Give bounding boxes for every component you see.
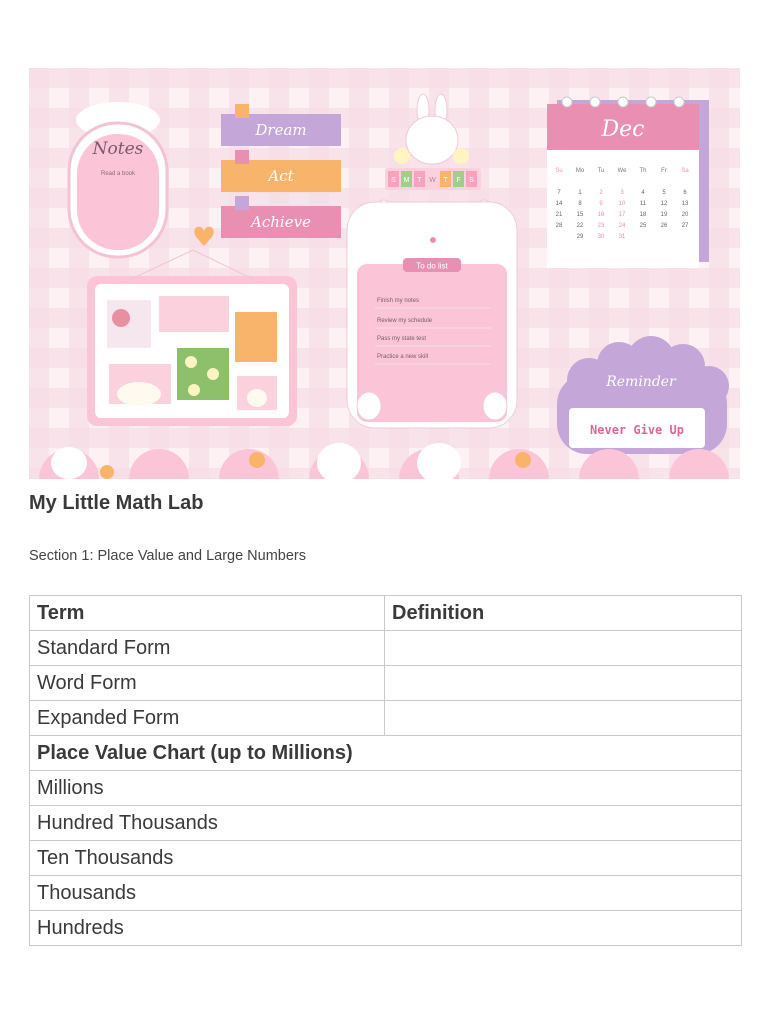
table-row (30, 771, 742, 806)
tag-achieve: Achieve (251, 213, 311, 231)
definition-cell[interactable] (385, 631, 742, 666)
calendar-date: 6 (683, 190, 687, 196)
calendar-date: 29 (576, 234, 584, 240)
table-row (30, 911, 742, 946)
header-term: Term (30, 596, 385, 631)
calendar-weekday: Su (555, 168, 563, 174)
calendar-date: 2 (599, 190, 603, 196)
todo-item: Review my schedule (377, 318, 433, 324)
reminder-text: Never Give Up (590, 423, 684, 437)
day-label: T (443, 177, 448, 184)
calendar-date: 25 (639, 223, 647, 229)
term-cell[interactable]: Expanded Form (30, 701, 385, 736)
notes-title: Notes (92, 139, 144, 159)
calendar-date: 31 (618, 234, 626, 240)
calendar-date: 11 (639, 201, 647, 207)
calendar-weekday: Th (639, 168, 647, 174)
calendar-date: 18 (639, 212, 647, 218)
definition-cell[interactable] (385, 666, 742, 701)
table-row (30, 631, 742, 666)
calendar-date: 3 (620, 190, 624, 196)
calendar-weekday: Fr (661, 168, 667, 174)
calendar-date: 9 (599, 201, 603, 207)
calendar-weekday: Mo (575, 168, 585, 174)
todo-item: Pass my state test (377, 336, 427, 342)
calendar-date: 4 (641, 190, 645, 196)
calendar-date: 27 (681, 223, 689, 229)
term-cell[interactable]: Word Form (30, 666, 385, 701)
reminder-title: Reminder (606, 374, 676, 390)
table-header-row (30, 596, 742, 631)
place-cell[interactable]: Ten Thousands (30, 841, 742, 876)
day-label: S (391, 177, 396, 184)
table-row (30, 701, 742, 736)
calendar-date: 23 (597, 223, 605, 229)
table-row (30, 666, 742, 701)
calendar-date: 13 (681, 201, 689, 207)
calendar-date: 7 (557, 190, 561, 196)
calendar-date: 8 (578, 201, 582, 207)
calendar-date: 28 (555, 223, 563, 229)
calendar-date: 19 (660, 212, 668, 218)
day-label: W (429, 177, 436, 184)
calendar-card (547, 97, 709, 268)
calendar-weekday: Tu (597, 168, 605, 174)
tag-dream: Dream (255, 121, 307, 139)
calendar-date: 21 (555, 212, 563, 218)
table-row (30, 841, 742, 876)
place-value-chart-heading[interactable]: Place Value Chart (up to Millions) (30, 736, 742, 771)
todo-card (347, 200, 517, 428)
notes-card (69, 102, 167, 257)
calendar-date: 12 (660, 201, 668, 207)
todo-title: To do list (416, 261, 448, 271)
todo-item: Finish my notes (377, 298, 420, 304)
calendar-date: 14 (555, 201, 563, 207)
table-row (30, 876, 742, 911)
calendar-date: 26 (660, 223, 668, 229)
todo-item: Practice a new skill (377, 354, 429, 360)
place-cell[interactable]: Thousands (30, 876, 742, 911)
day-label: S (469, 177, 474, 184)
calendar-date: 22 (576, 223, 584, 229)
definition-cell[interactable] (385, 701, 742, 736)
calendar-date: 20 (681, 212, 689, 218)
calendar-date: 30 (597, 234, 605, 240)
calendar-month: Dec (601, 117, 645, 142)
calendar-weekday: Sa (681, 168, 689, 174)
day-label: F (456, 177, 461, 184)
calendar-date: 5 (662, 190, 666, 196)
document-title: My Little Math Lab (29, 492, 204, 514)
tag-act: Act (268, 167, 294, 185)
calendar-date: 16 (597, 212, 605, 218)
calendar-date: 10 (618, 201, 626, 207)
table-row (30, 806, 742, 841)
calendar-weekday: We (617, 168, 627, 174)
header-definition: Definition (385, 596, 742, 631)
calendar-date: 17 (618, 212, 626, 218)
calendar-date: 15 (576, 212, 584, 218)
place-cell[interactable]: Millions (30, 771, 742, 806)
day-label: T (417, 177, 422, 184)
calendar-date: 1 (578, 190, 582, 196)
calendar-date: 24 (618, 223, 626, 229)
notes-text: Read a book (100, 171, 136, 177)
section-heading: Section 1: Place Value and Large Numbers (29, 548, 307, 564)
day-label: M (403, 177, 410, 184)
header-banner-image (29, 68, 740, 479)
table-row (30, 736, 742, 771)
term-cell[interactable]: Standard Form (30, 631, 385, 666)
place-cell[interactable]: Hundred Thousands (30, 806, 742, 841)
place-value-table (29, 595, 742, 946)
place-cell[interactable]: Hundreds (30, 911, 742, 946)
photo-frame (87, 250, 297, 426)
